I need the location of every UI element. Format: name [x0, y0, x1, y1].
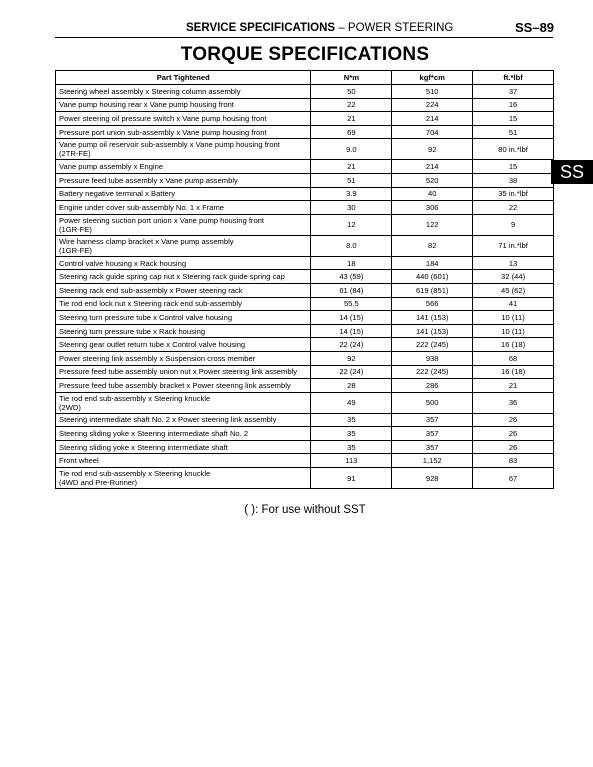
cell-part: Steering sliding yoke x Steering intermediate shaft No. 2: [56, 427, 311, 441]
table-row: [56, 160, 554, 174]
cell-ftlbf: 22: [473, 201, 554, 215]
cell-nm: 55.5: [311, 297, 392, 311]
cell-kgfcm: 500: [392, 392, 473, 413]
header-separator: –: [338, 22, 345, 34]
table-row: [56, 270, 554, 284]
table-row: [56, 454, 554, 468]
cell-nm: 50: [311, 85, 392, 99]
cell-kgfcm: 938: [392, 351, 473, 365]
cell-nm: 14 (15): [311, 324, 392, 338]
cell-kgfcm: 619 (851): [392, 283, 473, 297]
cell-ftlbf: 21: [473, 379, 554, 393]
cell-nm: 91: [311, 468, 392, 489]
header-subsection: POWER STEERING: [347, 22, 454, 34]
cell-ftlbf: 15: [473, 112, 554, 126]
header-title: [186, 22, 453, 34]
table-row: [56, 392, 554, 413]
cell-part: Control valve housing x Rack housing: [56, 256, 311, 270]
table-row: [56, 256, 554, 270]
cell-part: Steering sliding yoke x Steering intermediate shaft: [56, 440, 311, 454]
cell-ftlbf: 26: [473, 413, 554, 427]
cell-kgfcm: 928: [392, 468, 473, 489]
cell-ftlbf: 68: [473, 351, 554, 365]
cell-ftlbf: 15: [473, 160, 554, 174]
cell-nm: 61 (84): [311, 283, 392, 297]
cell-ftlbf: 13: [473, 256, 554, 270]
cell-part: Vane pump assembly x Engine: [56, 160, 311, 174]
table-row: [56, 139, 554, 160]
table-row: [56, 201, 554, 215]
cell-ftlbf: 35 in.*lbf: [473, 187, 554, 201]
cell-ftlbf: 45 (62): [473, 283, 554, 297]
cell-nm: 92: [311, 351, 392, 365]
cell-ftlbf: 51: [473, 125, 554, 139]
cell-nm: 28: [311, 379, 392, 393]
cell-part: Power steering link assembly x Suspension cross member: [56, 351, 311, 365]
page-title: TORQUE SPECIFICATIONS: [180, 44, 430, 65]
cell-part: Steering rack end sub-assembly x Power steering rack: [56, 283, 311, 297]
table-row: [56, 427, 554, 441]
header-section: SERVICE SPECIFICATIONS: [186, 22, 336, 34]
table-body: [56, 85, 554, 489]
cell-nm: 49: [311, 392, 392, 413]
cell-kgfcm: 141 (153): [392, 311, 473, 325]
cell-nm: 35: [311, 440, 392, 454]
cell-part: Power steering oil pressure switch x Vane pump housing front: [56, 112, 311, 126]
cell-part: Vane pump oil reservoir sub-assembly x Vane pump housing front (2TR-FE): [56, 139, 311, 160]
cell-nm: 113: [311, 454, 392, 468]
cell-kgfcm: 40: [392, 187, 473, 201]
cell-ftlbf: 41: [473, 297, 554, 311]
table-header-row: [56, 71, 554, 85]
cell-nm: 21: [311, 160, 392, 174]
table-row: [56, 187, 554, 201]
cell-kgfcm: 520: [392, 173, 473, 187]
table-row: [56, 468, 554, 489]
table-row: [56, 311, 554, 325]
cell-kgfcm: 357: [392, 427, 473, 441]
cell-kgfcm: 357: [392, 440, 473, 454]
table-row: [56, 365, 554, 379]
cell-nm: 22: [311, 98, 392, 112]
cell-kgfcm: 222 (245): [392, 338, 473, 352]
cell-nm: 8.0: [311, 235, 392, 256]
table-row: [56, 440, 554, 454]
cell-ftlbf: 10 (11): [473, 324, 554, 338]
cell-nm: 14 (15): [311, 311, 392, 325]
cell-part: Battery negative terminal x Battery: [56, 187, 311, 201]
torque-spec-table: [55, 70, 554, 489]
cell-part: Front wheel: [56, 454, 311, 468]
cell-part: Vane pump housing rear x Vane pump housing front: [56, 98, 311, 112]
cell-nm: 3.9: [311, 187, 392, 201]
cell-kgfcm: 510: [392, 85, 473, 99]
sst-footnote: ( ): For use without SST: [244, 504, 366, 516]
table-row: [56, 98, 554, 112]
cell-kgfcm: 357: [392, 413, 473, 427]
table-row: [56, 297, 554, 311]
table-row: [56, 214, 554, 235]
cell-nm: 18: [311, 256, 392, 270]
cell-nm: 69: [311, 125, 392, 139]
table-row: [56, 324, 554, 338]
cell-nm: 22 (24): [311, 365, 392, 379]
cell-part: Pressure feed tube assembly union nut x Power steering link assembly: [56, 365, 311, 379]
cell-kgfcm: 224: [392, 98, 473, 112]
cell-kgfcm: 122: [392, 214, 473, 235]
cell-kgfcm: 141 (153): [392, 324, 473, 338]
table-row: [56, 85, 554, 99]
cell-part: Steering wheel assembly x Steering column assembly: [56, 85, 311, 99]
table-row: [56, 173, 554, 187]
cell-nm: 12: [311, 214, 392, 235]
cell-part: Tie rod end lock nut x Steering rack end sub-assembly: [56, 297, 311, 311]
table-row: [56, 112, 554, 126]
cell-part: Power steering suction port union x Vane pump housing front (1GR-FE): [56, 214, 311, 235]
cell-nm: 35: [311, 413, 392, 427]
cell-nm: 30: [311, 201, 392, 215]
cell-part: Steering rack guide spring cap nut x Steering rack guide spring cap: [56, 270, 311, 284]
cell-nm: 35: [311, 427, 392, 441]
page-number: SS–89: [515, 20, 555, 35]
cell-ftlbf: 16: [473, 98, 554, 112]
cell-part: Tie rod end sub-assembly x Steering knuckle (4WD and Pre-Runner): [56, 468, 311, 489]
cell-part: Steering intermediate shaft No. 2 x Power steering link assembly: [56, 413, 311, 427]
cell-ftlbf: 83: [473, 454, 554, 468]
cell-nm: 22 (24): [311, 338, 392, 352]
cell-nm: 9.0: [311, 139, 392, 160]
cell-kgfcm: 1,152: [392, 454, 473, 468]
table-row: [56, 235, 554, 256]
column-header-kgfcm: kgf*cm: [392, 71, 473, 85]
cell-part: Steering turn pressure tube x Control valve housing: [56, 311, 311, 325]
cell-nm: 51: [311, 173, 392, 187]
cell-ftlbf: 16 (18): [473, 365, 554, 379]
cell-part: Tie rod end sub-assembly x Steering knuckle (2WD): [56, 392, 311, 413]
cell-nm: 43 (59): [311, 270, 392, 284]
cell-kgfcm: 566: [392, 297, 473, 311]
cell-ftlbf: 16 (18): [473, 338, 554, 352]
table-row: [56, 351, 554, 365]
cell-part: Wire harness clamp bracket x Vane pump assembly (1GR-FE): [56, 235, 311, 256]
cell-part: Steering turn pressure tube x Rack housing: [56, 324, 311, 338]
cell-kgfcm: 222 (245): [392, 365, 473, 379]
cell-kgfcm: 92: [392, 139, 473, 160]
cell-kgfcm: 214: [392, 160, 473, 174]
cell-kgfcm: 440 (601): [392, 270, 473, 284]
cell-ftlbf: 32 (44): [473, 270, 554, 284]
section-tab: SS: [551, 160, 593, 184]
cell-ftlbf: 26: [473, 440, 554, 454]
cell-part: Pressure feed tube assembly bracket x Power steering link assembly: [56, 379, 311, 393]
cell-kgfcm: 214: [392, 112, 473, 126]
cell-ftlbf: 26: [473, 427, 554, 441]
header-divider: [55, 37, 553, 38]
cell-kgfcm: 286: [392, 379, 473, 393]
cell-ftlbf: 9: [473, 214, 554, 235]
column-header-part: Part Tightened: [56, 71, 311, 85]
table-row: [56, 338, 554, 352]
cell-ftlbf: 36: [473, 392, 554, 413]
table-row: [56, 125, 554, 139]
cell-ftlbf: 80 in.*lbf: [473, 139, 554, 160]
cell-part: Pressure port union sub-assembly x Vane pump housing front: [56, 125, 311, 139]
page-header: [0, 20, 593, 38]
cell-kgfcm: 82: [392, 235, 473, 256]
cell-part: Engine under cover sub-assembly No. 1 x Frame: [56, 201, 311, 215]
column-header-nm: N*m: [311, 71, 392, 85]
table-row: [56, 413, 554, 427]
table-row: [56, 379, 554, 393]
cell-ftlbf: 71 in.*lbf: [473, 235, 554, 256]
table-row: [56, 283, 554, 297]
cell-kgfcm: 704: [392, 125, 473, 139]
cell-ftlbf: 67: [473, 468, 554, 489]
cell-kgfcm: 306: [392, 201, 473, 215]
cell-part: Steering gear outlet return tube x Control valve housing: [56, 338, 311, 352]
cell-part: Pressure feed tube assembly x Vane pump assembly: [56, 173, 311, 187]
column-header-ftlbf: ft.*lbf: [473, 71, 554, 85]
cell-ftlbf: 10 (11): [473, 311, 554, 325]
cell-ftlbf: 38: [473, 173, 554, 187]
cell-kgfcm: 184: [392, 256, 473, 270]
cell-nm: 21: [311, 112, 392, 126]
cell-ftlbf: 37: [473, 85, 554, 99]
